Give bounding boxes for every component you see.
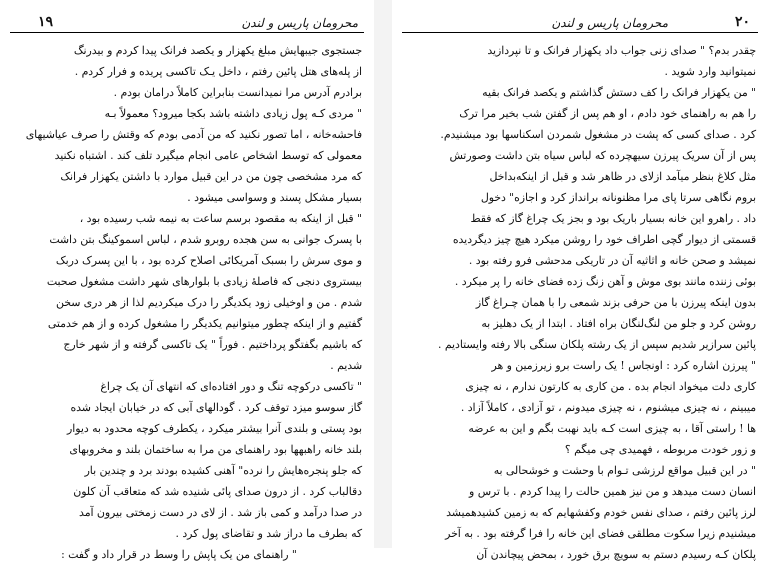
text-line: ها ! راستی آقا ، به چیزی است کـه باید نهبت بگم و این به عرضه xyxy=(468,422,756,435)
text-line: چقدر بدم؟ " صدای زنی جواب داد یکهزار فرانک و تا نپردازید xyxy=(487,44,756,57)
text-line: فاحشەخانه ، اما تصور نکنید که من آدمی بودم که وقتش را صرف عیاشیهای xyxy=(25,128,362,141)
text-line: انسان دست میدهد و من نیز همین حالت را پیدا کردم . با ترس و xyxy=(469,485,756,498)
left-running-title: محرومان پاریس و لندن xyxy=(241,16,358,30)
text-line: بوئی زننده مانند بوی موش و آهن زنگ زده فضای خانه را پر میکرد . xyxy=(454,275,756,288)
text-line: که مرد مشخصی چون من در این قبیل موارد با داشتن یکهزار فرانک xyxy=(60,170,362,183)
text-line: کاری دلت میخواد انجام بده . من کاری به کارتون ندارم ، نه چیزی xyxy=(465,380,756,393)
text-line: " راهنمای من یک پاپش را وسط در قرار داد و گفت : xyxy=(61,548,297,561)
text-line: میبینم ، نه چیزی میشنوم ، نه چیزی میدونم ، تو آزادی ، کاملاً آزاد . xyxy=(460,401,756,414)
book-gutter xyxy=(374,0,392,548)
text-line: " من یکهزار فرانک را کف دستش گذاشتم و یکصد فرانک بقیه xyxy=(482,86,756,99)
right-page xyxy=(392,0,768,561)
text-line: پلکان کـه رسیدم دستم به سویچ برق خورد ، بمحض پیچاندن آن xyxy=(476,548,756,561)
left-page-header xyxy=(10,6,364,33)
text-line: کرد . صدای کسی که پشت در مشغول شمردن اسکناسها بود میشنیدم. xyxy=(440,128,756,141)
text-line: " در این قبیل مواقع لرزشی تـوام با وحشت و خوشحالی به xyxy=(493,464,756,477)
left-page-body xyxy=(16,40,362,561)
text-line: " مردی کـه پول زیادی داشته باشد بکجا میرود؟ معمولاً بـه xyxy=(104,107,362,120)
text-line: " پیرزن اشاره کرد : اونجاس ! یک راست برو زیرزمین و هر xyxy=(491,359,756,372)
text-line: گفتیم و از اینکه چطور میتوانیم یکدیگر را مشغول کرده و از هم خدمتی xyxy=(47,317,362,330)
text-line: پس از آن سریک پیرزن سیهچرده که لباس سیاه بتن داشت وصورتش xyxy=(449,149,756,162)
text-line: معمولی که توسط اشخاص عامی انجام میگیرد تلف کند . اشتباه نکنید xyxy=(54,149,362,162)
text-line: بلند خانه راهبهها بود راهنمای من مرا به ساختمان بلند و مخروبهای xyxy=(69,443,362,456)
text-line: که بطرف ما دراز شد و تقاضای پول کرد . xyxy=(175,527,362,540)
text-line: و موی سرش را بسبک آمریکائی اصلاح کرده بود ، با این پسرک دربک xyxy=(55,254,362,267)
right-page-number: ۲۰ xyxy=(734,14,750,30)
text-line: با پسرک جوانی به سن هجده روبرو شدم ، لباس اسموکینگ بتن داشت xyxy=(49,233,362,246)
right-running-title: محرومان پاریس و لندن xyxy=(551,16,668,30)
text-line: دقالباب کرد . از درون صدای پائی شنیده شد که متعاقب آن کلون xyxy=(73,485,362,498)
right-page-body xyxy=(408,40,756,561)
text-line: " قبل از اینکه به مقصود برسم ساعت به نیمه شب رسیده بود ، xyxy=(79,212,362,225)
text-line: بروم نگاهی سرتا پای مرا مظنونانه برانداز کرد و اجازه" دخول xyxy=(480,191,756,204)
left-page xyxy=(0,0,374,561)
text-line: شدم . من و اوخیلی زود یکدیگر را درک میکردیم لذا از هر دری سخن xyxy=(56,296,362,309)
text-line: مثل کلاغ بنظر میآمد ازلای در ظاهر شد و قبل از اینکەبداخل xyxy=(489,170,756,183)
text-line: لرز پائین رفتم ، صدای نفس خودم وکفشهایم که به زمین کشیدهمیشد xyxy=(446,506,756,519)
text-line: نمیتوانید وارد شوید . xyxy=(664,65,756,78)
text-line: داد . راهرو این خانه بسیار باریک بود و بجز یک چراغ گاز که فقط xyxy=(470,212,756,225)
text-line: بسیار مشکل پسند و وسواسی میشود . xyxy=(187,191,362,204)
text-line: از پلەهای هتل پائین رفتم ، داخل یـک تاکسی پریده و فرار کردم . xyxy=(74,65,362,78)
text-line: قسمتی از دیوار گچی اطراف خود را روشن میکرد هیچ چیز دیگردیده xyxy=(452,233,756,246)
text-line: " تاکسی درکوچه تنگ و دور افتادەای که انتهای آن یک چراغ xyxy=(100,380,362,393)
text-line: بدون اینکه پیرزن با من حرفی بزند شمعی را با همان چـراغ گاز xyxy=(475,296,756,309)
text-line: را هم به راهنمای خود دادم ، او هم پس از گفتن شب بخیر مرا ترک xyxy=(459,107,756,120)
text-line: گاز سوسو میزد توقف کرد . گودالهای آبی که در خیابان ایجاد شده xyxy=(70,401,362,414)
right-page-header xyxy=(402,6,758,33)
text-line: و زور خودت مربوطه ، فهمیدی چی میگم ؟ xyxy=(564,443,756,456)
text-line: که باشیم بگفتگو پرداختیم . فوراً " یک تاکسی گرفته و از شهر خارج xyxy=(63,338,362,351)
text-line: جستجوی جیبهایش مبلغ یکهزار و یکصد فرانک پیدا کردم و بیدرنگ xyxy=(73,44,362,57)
text-line: شدیم . xyxy=(330,359,362,372)
text-line: بیستروی دنجی که فاصلهٔ زیادی با بلوارهای شهر داشت مشغول صحبت xyxy=(46,275,362,288)
text-line: میشنیدم زیرا سکوت مطلقی فضای این خانه را فرا گرفته بود . به آخر xyxy=(445,527,756,540)
text-line: نمیشد و صحن خانه و اثاثیه آن در تاریکی مدحشی فرو رفته بود . xyxy=(468,254,756,267)
left-page-number: ۱۹ xyxy=(38,14,54,30)
text-line: پائین سرازیر شدیم سپس از یک رشته پلکان سنگی بالا رفته وایستادیم . xyxy=(437,338,756,351)
text-line: برادرم آدرس مرا نمیدانست بنابراین کاملاً درامان بودم . xyxy=(113,86,362,99)
text-line: در صدا درآمد و کمی باز شد . از لای در دست زمختی بیرون آمد xyxy=(79,506,362,519)
text-line: که جلو پنجرەهایش را نرده" آهنی کشیده بودند برد و چندین بار xyxy=(84,464,362,477)
text-line: روشن کرد و جلو من لنگ‌لنگان براه افتاد . ابتدا از یک دهلیز به xyxy=(481,317,756,330)
text-line: بود پستی و بلندی آنرا بیشتر میکرد ، یکطرف کوچه محدود به دیوار xyxy=(67,422,362,435)
